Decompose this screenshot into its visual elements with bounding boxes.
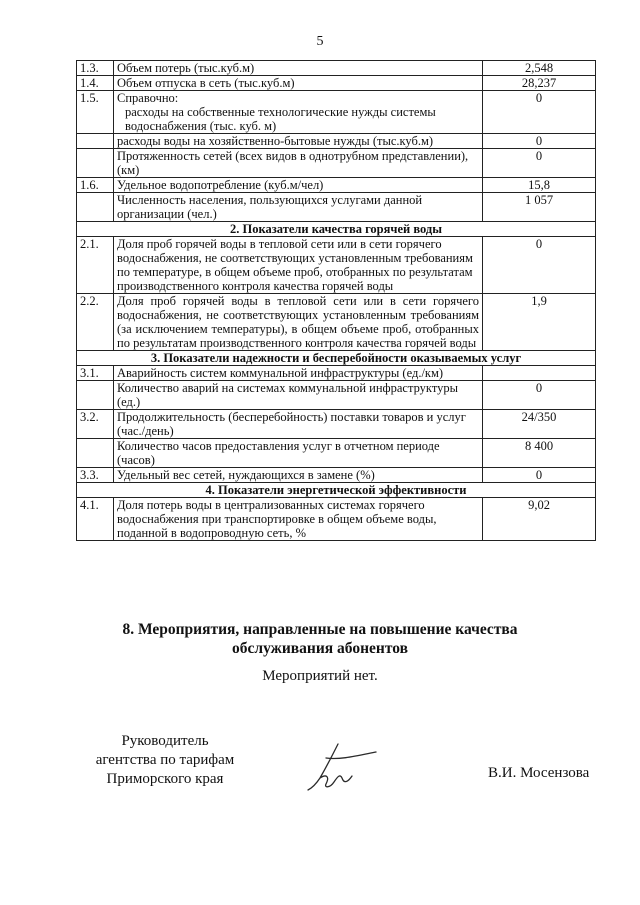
row-value: 1,9 <box>483 294 596 351</box>
row-number: 1.6. <box>77 178 114 193</box>
row-value: 0 <box>483 468 596 483</box>
signatory-line-3: Приморского края <box>106 771 224 787</box>
page-number: 5 <box>316 34 324 49</box>
row-number: 3.2. <box>77 410 114 439</box>
row-number <box>77 193 114 222</box>
indicators-table <box>76 60 596 541</box>
row-description: Доля потерь воды в централизованных системах горячего водоснабжения при транспортировке в общем объеме воды, поданной в водопроводную сеть, % <box>114 498 483 541</box>
row-value: 0 <box>483 237 596 294</box>
row-value: 8 400 <box>483 439 596 468</box>
section-row <box>77 351 596 366</box>
row-number: 3.1. <box>77 366 114 381</box>
section-row <box>77 483 596 498</box>
table-row <box>77 381 596 410</box>
row-value: 9,02 <box>483 498 596 541</box>
row-value: 24/350 <box>483 410 596 439</box>
table-row <box>77 61 596 76</box>
row-number: 1.5. <box>77 91 114 134</box>
row-description: Продолжительность (бесперебойность) поставки товаров и услуг (час./день) <box>114 410 483 439</box>
section-8-heading <box>0 620 640 658</box>
table-row <box>77 193 596 222</box>
row-description: Доля проб горячей воды в тепловой сети или в сети горячего водоснабжения, не соответствующих установленным требованиям (за исключением температуры), в общем объеме проб, отобранных по результатам производственного контроля качества горячей воды <box>114 294 483 351</box>
table-row <box>77 366 596 381</box>
section-heading: 4. Показатели энергетической эффективности <box>77 483 596 498</box>
no-measures-note: Мероприятий нет. <box>262 668 378 684</box>
row-number <box>77 381 114 410</box>
row-value <box>483 366 596 381</box>
row-number: 1.4. <box>77 76 114 91</box>
row-description: Численность населения, пользующихся услугами данной организации (чел.) <box>114 193 483 222</box>
row-value: 1 057 <box>483 193 596 222</box>
table-row <box>77 134 596 149</box>
row-description <box>114 91 483 134</box>
row-description: Удельный вес сетей, нуждающихся в замене (%) <box>114 468 483 483</box>
row-number: 3.3. <box>77 468 114 483</box>
table-row <box>77 468 596 483</box>
table-row <box>77 91 596 134</box>
table-row <box>77 439 596 468</box>
row-value: 28,237 <box>483 76 596 91</box>
row-description: Объем отпуска в сеть (тыс.куб.м) <box>114 76 483 91</box>
signatory-name: В.И. Мосензова <box>488 765 590 781</box>
row-description: Количество часов предоставления услуг в отчетном периоде (часов) <box>114 439 483 468</box>
signatory-title <box>80 732 250 789</box>
table-row <box>77 76 596 91</box>
row-number: 4.1. <box>77 498 114 541</box>
row-value: 15,8 <box>483 178 596 193</box>
signatory-line-2: агентства по тарифам <box>95 752 235 768</box>
row-description: Количество аварий на системах коммунальной инфраструктуры (ед.) <box>114 381 483 410</box>
row-value: 0 <box>483 149 596 178</box>
table-row <box>77 149 596 178</box>
row-description-head: Справочно: <box>117 91 179 105</box>
row-description: Объем потерь (тыс.куб.м) <box>114 61 483 76</box>
signatory-line-1: Руководитель <box>121 733 209 749</box>
row-description: Аварийность систем коммунальной инфраструктуры (ед./км) <box>114 366 483 381</box>
table-row <box>77 498 596 541</box>
row-description: Доля проб горячей воды в тепловой сети или в сети горячего водоснабжения, не соответствующих установленным требованиям по температуре, в общем объеме проб, отобранных по результатам производственного контроля качества горячей воды <box>114 237 483 294</box>
row-description-sub: расходы на собственные технологические нужды системы водоснабжения (тыс. куб. м) <box>125 105 436 133</box>
row-value: 0 <box>483 91 596 134</box>
row-value: 2,548 <box>483 61 596 76</box>
section-heading: 3. Показатели надежности и бесперебойности оказываемых услуг <box>77 351 596 366</box>
section-row <box>77 222 596 237</box>
table-row <box>77 237 596 294</box>
row-number: 2.1. <box>77 237 114 294</box>
row-number <box>77 149 114 178</box>
row-description: расходы воды на хозяйственно-бытовые нужды (тыс.куб.м) <box>114 134 483 149</box>
row-number: 2.2. <box>77 294 114 351</box>
row-number <box>77 439 114 468</box>
heading-line-2: обслуживания абонентов <box>232 640 408 657</box>
row-description: Протяженность сетей (всех видов в однотрубном представлении), (км) <box>114 149 483 178</box>
row-number <box>77 134 114 149</box>
row-number: 1.3. <box>77 61 114 76</box>
table-row <box>77 294 596 351</box>
section-heading: 2. Показатели качества горячей воды <box>77 222 596 237</box>
table-row <box>77 178 596 193</box>
row-value: 0 <box>483 134 596 149</box>
heading-line-1: 8. Мероприятия, направленные на повышение качества <box>122 621 518 638</box>
row-description: Удельное водопотребление (куб.м/чел) <box>114 178 483 193</box>
handwritten-signature-icon <box>290 738 380 798</box>
table-row <box>77 410 596 439</box>
row-value: 0 <box>483 381 596 410</box>
